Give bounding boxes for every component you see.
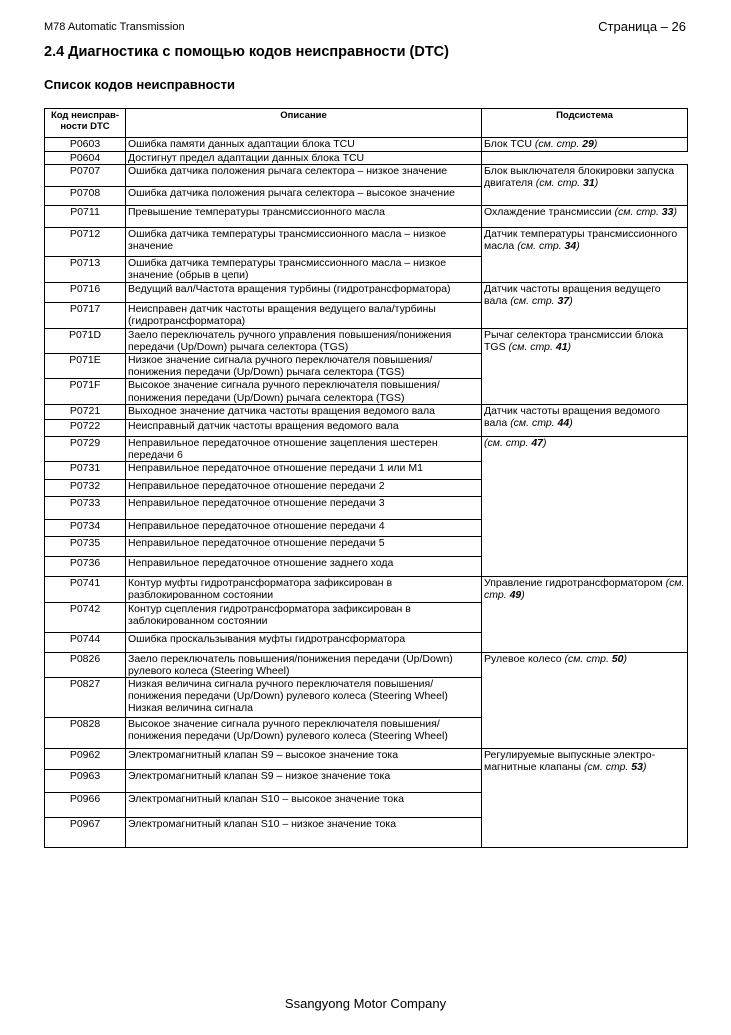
dtc-code: P0732: [45, 480, 126, 497]
dtc-code: P0963: [45, 770, 126, 793]
page-ref-number: 41: [555, 340, 568, 353]
subsystem-cell: [482, 404, 688, 436]
dtc-code: P0712: [45, 228, 126, 257]
dtc-description: Ошибка памяти данных адаптации блока TCU: [126, 138, 482, 152]
dtc-code: P0707: [45, 165, 126, 187]
dtc-description: Электромагнитный клапан S10 – низкое значение тока: [126, 818, 482, 848]
dtc-code: P0735: [45, 537, 126, 557]
dtc-description: Ошибка датчика положения рычага селектора – низкое значение: [126, 165, 482, 187]
dtc-description: Достигнут предел адаптации данных блока TCU: [126, 152, 482, 165]
dtc-code: P0729: [45, 436, 126, 461]
dtc-description: Заело переключатель повышения/понижения передачи (Up/Down) рулевого колеса (Steering Wheel): [126, 652, 482, 677]
header-description: Описание: [126, 109, 482, 138]
dtc-code: P0722: [45, 419, 126, 436]
page-ref-number: 50: [611, 652, 624, 665]
subsystem-cell: [482, 436, 688, 576]
subsystem-cell: [482, 749, 688, 848]
dtc-code: P0744: [45, 632, 126, 652]
dtc-description: Низкая величина сигнала ручного переключателя повышения/ понижения передачи (Up/Down) рулевого колеса (Steering Wheel) Низкая величина сигнала: [126, 678, 482, 718]
subsystem-cell: [482, 577, 688, 652]
subsystem-cell: [482, 138, 688, 152]
page-ref: (см. стр.: [510, 295, 558, 308]
dtc-code: P0717: [45, 303, 126, 328]
page-ref: (см. стр.: [484, 436, 532, 449]
dtc-description: Неправильное передаточное отношение заднего хода: [126, 557, 482, 577]
dtc-description: Низкое значение сигнала ручного переключателя повышения/ понижения передачи (Up/Down) рычага селектора (TGS): [126, 354, 482, 379]
subsection-title: Список кодов неисправности: [44, 77, 235, 92]
document-title: M78 Automatic Transmission: [44, 21, 185, 33]
dtc-description: Электромагнитный клапан S9 – высокое значение тока: [126, 749, 482, 770]
page-ref-number: 49: [509, 589, 522, 602]
dtc-description: Высокое значение сигнала ручного переключателя повышения/ понижения передачи (Up/Down) рулевого колеса (Steering Wheel): [126, 718, 482, 749]
page-ref: (см. стр.: [535, 177, 584, 190]
subsystem-cell: [482, 165, 688, 206]
subsystem-name: Регулируемые выпускные электро-магнитные клапаны: [484, 749, 656, 774]
page-ref-number: 33: [661, 206, 674, 219]
dtc-description: Ошибка датчика положения рычага селектора – высокое значение: [126, 187, 482, 206]
header-code: Код неисправ-ности DTC: [45, 109, 126, 138]
table-row: [45, 652, 688, 677]
page-ref: (см. стр.: [508, 340, 556, 353]
page-ref-close: ): [594, 177, 599, 190]
dtc-code: P0721: [45, 404, 126, 419]
table-row: [45, 283, 688, 303]
dtc-description: Неправильное передаточное отношение передачи 5: [126, 537, 482, 557]
dtc-description: Ошибка датчика температуры трансмиссионного масла – низкое значение: [126, 228, 482, 257]
subsystem-name: Управление гидротрансформатором: [484, 577, 666, 590]
subsystem-cell: [482, 328, 688, 404]
subsystem-name: Датчик температуры трансмиссионного масла: [484, 228, 678, 253]
page-ref-close: ): [576, 240, 580, 253]
subsystem-name: Датчик частоты вращения ведущего вала: [484, 283, 661, 308]
dtc-description: Неисправный датчик частоты вращения ведомого вала: [126, 419, 482, 436]
dtc-description: Контур муфты гидротрансформатора зафиксирован в разблокированном состоянии: [126, 577, 482, 602]
subsystem-name: Рулевое колесо: [484, 652, 565, 665]
table-row: [45, 138, 688, 152]
dtc-description: Неправильное передаточное отношение передачи 2: [126, 480, 482, 497]
subsystem-cell: [482, 228, 688, 283]
page-ref-number: 53: [631, 761, 643, 774]
page-ref: (см. стр.: [534, 138, 583, 150]
header-subsystem: Подсистема: [482, 109, 688, 138]
dtc-code: P0603: [45, 138, 126, 152]
page-ref-close: ): [593, 138, 598, 150]
dtc-code: P071D: [45, 328, 126, 353]
dtc-description: Превышение температуры трансмиссионного масла: [126, 206, 482, 228]
subsystem-name: Блок TCU: [484, 138, 535, 150]
dtc-code: P0962: [45, 749, 126, 770]
page-ref: (см. стр.: [583, 761, 632, 774]
page-ref: (см. стр.: [564, 652, 612, 665]
table-row: [45, 328, 688, 353]
subsystem-cell: [482, 206, 688, 228]
dtc-description: Ошибка проскальзывания муфты гидротрансформатора: [126, 632, 482, 652]
table-row: [45, 436, 688, 461]
dtc-description: Электромагнитный клапан S10 – высокое значение тока: [126, 793, 482, 818]
table-row: [45, 404, 688, 419]
dtc-code: P0733: [45, 497, 126, 520]
page-ref-number: 37: [557, 295, 570, 308]
subsystem-cell: [482, 283, 688, 328]
dtc-code: P0731: [45, 462, 126, 480]
page-ref-number: 47: [531, 436, 544, 449]
dtc-code: P0716: [45, 283, 126, 303]
page-ref-number: 44: [557, 417, 570, 430]
dtc-description: Неправильное передаточное отношение передачи 3: [126, 497, 482, 520]
dtc-code: P0734: [45, 520, 126, 537]
dtc-code: P0741: [45, 577, 126, 602]
dtc-description: Заело переключатель ручного управления повышения/понижения передачи (Up/Down) рычага селектора (TGS): [126, 328, 482, 353]
dtc-code: P0967: [45, 818, 126, 848]
section-title: 2.4 Диагностика с помощью кодов неисправности (DTC): [44, 44, 449, 60]
dtc-description: Контур сцепления гидротрансформатора зафиксирован в заблокированном состоянии: [126, 602, 482, 632]
page-ref-close: ): [521, 589, 525, 602]
dtc-table: [44, 108, 688, 848]
page-ref-close: ): [567, 340, 572, 353]
page-ref-close: ): [569, 295, 573, 308]
dtc-description: Выходное значение датчика частоты вращения ведомого вала: [126, 404, 482, 419]
dtc-code: P0828: [45, 718, 126, 749]
dtc-code: P0827: [45, 678, 126, 718]
dtc-description: Неправильное передаточное отношение передачи 1 или M1: [126, 462, 482, 480]
page-ref-number: 34: [564, 240, 577, 253]
dtc-code: P0966: [45, 793, 126, 818]
table-row: [45, 152, 688, 165]
page-ref: (см. стр.: [614, 206, 662, 219]
dtc-description: Ошибка датчика температуры трансмиссионного масла – низкое значение (обрыв в цепи): [126, 257, 482, 283]
page-ref-number: 31: [583, 177, 595, 190]
dtc-code: P071E: [45, 354, 126, 379]
dtc-code: P0604: [45, 152, 126, 165]
dtc-description: Неправильное передаточное отношение передачи 4: [126, 520, 482, 537]
dtc-table-body: [45, 138, 688, 848]
dtc-code: P0711: [45, 206, 126, 228]
dtc-code: P0708: [45, 187, 126, 206]
page-ref: (см. стр.: [517, 240, 565, 253]
dtc-description: Ведущий вал/Частота вращения турбины (гидротрансформатора): [126, 283, 482, 303]
table-row: [45, 165, 688, 187]
dtc-code: P0713: [45, 257, 126, 283]
page-ref-close: ): [623, 652, 627, 665]
table-row: [45, 577, 688, 602]
page-ref-close: ): [642, 761, 647, 774]
subsystem-name: Охлаждение трансмиссии: [484, 206, 615, 219]
subsystem-cell: [482, 652, 688, 748]
page-number: Страница – 26: [598, 19, 686, 34]
page-ref-close: ): [673, 206, 677, 219]
subsystem-name: Рычаг селектора трансмиссии блока TGS: [484, 328, 664, 353]
dtc-code: P0736: [45, 557, 126, 577]
dtc-code: P0742: [45, 602, 126, 632]
dtc-description: Электромагнитный клапан S9 – низкое значение тока: [126, 770, 482, 793]
page-ref: (см. стр.: [510, 417, 558, 430]
page-ref-close: ): [569, 417, 573, 430]
table-row: [45, 228, 688, 257]
page-ref-close: ): [543, 436, 547, 449]
dtc-code: P0826: [45, 652, 126, 677]
table-row: [45, 749, 688, 770]
dtc-description: Высокое значение сигнала ручного переключателя повышения/ понижения передачи (Up/Down) рычага селектора (TGS): [126, 379, 482, 404]
subsystem-name: Датчик частоты вращения ведомого вала: [484, 404, 660, 430]
footer-company: Ssangyong Motor Company: [284, 996, 447, 1011]
table-row: [45, 206, 688, 228]
dtc-description: Неисправен датчик частоты вращения ведущего вала/турбины (гидротрансформатора): [126, 303, 482, 328]
dtc-description: Неправильное передаточное отношение зацепления шестерен передачи 6: [126, 436, 482, 461]
subsystem-name: Блок выключателя блокировки запуска двигателя: [484, 165, 675, 190]
page-ref-number: 29: [582, 138, 594, 150]
page-ref: (см. стр.: [484, 577, 685, 602]
dtc-code: P071F: [45, 379, 126, 404]
